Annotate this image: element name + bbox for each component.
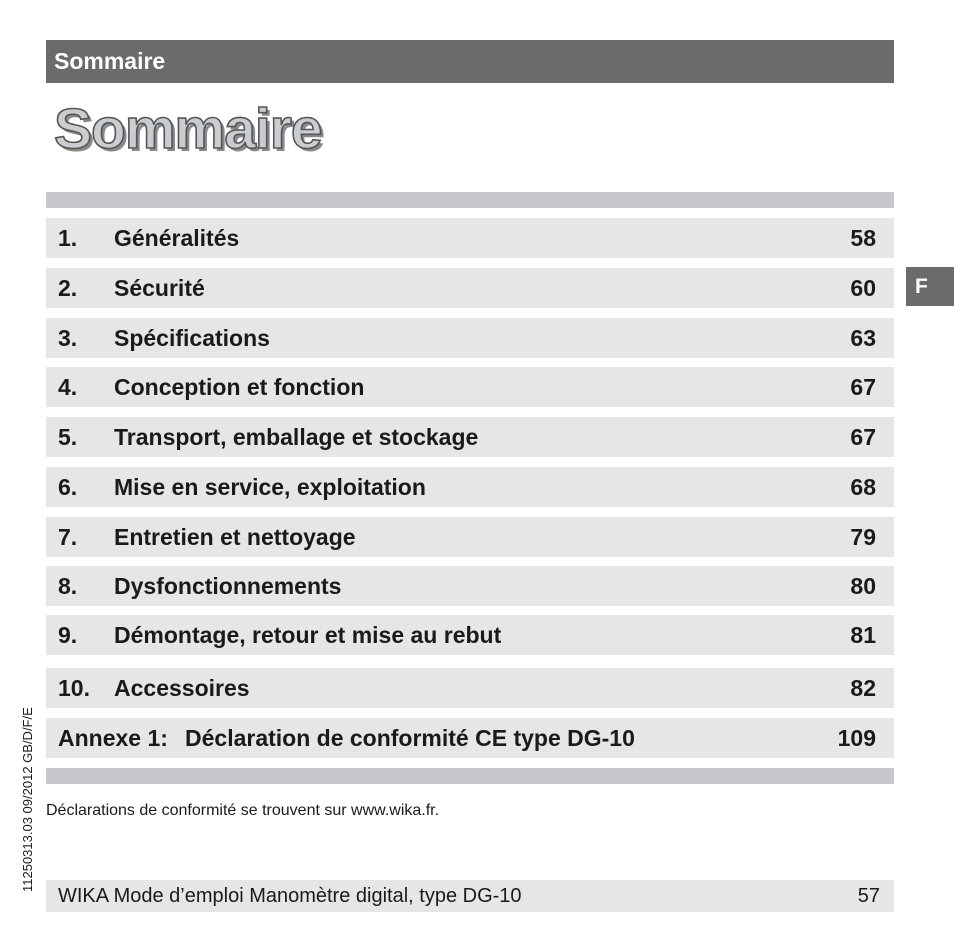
toc-number: 3.: [58, 325, 78, 351]
document-code: 11250313.03 09/2012 GB/D/F/E: [20, 707, 35, 892]
toc-number: 6.: [58, 474, 78, 500]
toc-title: Transport, emballage et stockage: [114, 424, 479, 450]
toc-title: Sécurité: [114, 275, 205, 301]
toc-row-annex[interactable]: [46, 718, 894, 758]
page-title: Sommaire: [54, 97, 322, 161]
toc-page: 67: [850, 374, 876, 400]
toc-page: 109: [837, 725, 876, 751]
toc-page: 68: [850, 474, 876, 500]
toc-row-2[interactable]: [46, 268, 894, 308]
toc-number: 4.: [58, 374, 78, 400]
toc-page: 79: [850, 524, 876, 550]
toc-number: 7.: [58, 524, 78, 550]
toc-number: 2.: [58, 275, 78, 301]
toc-page: 80: [850, 573, 876, 599]
toc-page: 58: [850, 225, 876, 251]
toc-row-5[interactable]: [46, 417, 894, 457]
toc-row-7[interactable]: [46, 517, 894, 557]
toc-number: 10.: [58, 675, 90, 701]
toc-page: 63: [850, 325, 876, 351]
conformity-note: Déclarations de conformité se trouvent sur www.wika.fr.: [46, 802, 440, 819]
footer-page-number: 57: [857, 885, 880, 907]
toc-row-6[interactable]: [46, 467, 894, 507]
toc-bottom-divider: [46, 768, 894, 784]
language-tab-label: F: [915, 275, 928, 298]
toc-row-9[interactable]: [46, 615, 894, 655]
toc-title: Conception et fonction: [114, 374, 365, 400]
toc-number: 8.: [58, 573, 78, 599]
toc-title: Dysfonctionnements: [114, 573, 342, 599]
page-footer: [46, 880, 894, 912]
toc-title: Spécifications: [114, 325, 270, 351]
toc-row-3[interactable]: [46, 318, 894, 358]
section-header-label: Sommaire: [54, 48, 166, 74]
language-tab: [906, 267, 954, 306]
toc-title: Démontage, retour et mise au rebut: [114, 622, 502, 648]
toc-title: Généralités: [114, 225, 240, 251]
footer-text: WIKA Mode d’emploi Manomètre digital, type DG-10: [58, 885, 522, 907]
toc-page: 81: [850, 622, 876, 648]
toc-title: Entretien et nettoyage: [114, 524, 356, 550]
toc-top-divider: [46, 192, 894, 208]
toc-row-1[interactable]: [46, 218, 894, 258]
toc-page: 60: [850, 275, 876, 301]
toc-row-10[interactable]: [46, 668, 894, 708]
toc-number: 9.: [58, 622, 78, 648]
toc-page: 67: [850, 424, 876, 450]
toc-number: 1.: [58, 225, 78, 251]
annex-title: Déclaration de conformité CE type DG-10: [185, 725, 635, 751]
toc-row-8[interactable]: [46, 566, 894, 606]
toc-page: 82: [850, 675, 876, 701]
toc-title: Mise en service, exploitation: [114, 474, 426, 500]
toc-row-4[interactable]: [46, 367, 894, 407]
annex-label: Annexe 1:: [58, 725, 168, 751]
toc-number: 5.: [58, 424, 78, 450]
section-header: [46, 40, 894, 83]
toc-title: Accessoires: [114, 675, 250, 701]
